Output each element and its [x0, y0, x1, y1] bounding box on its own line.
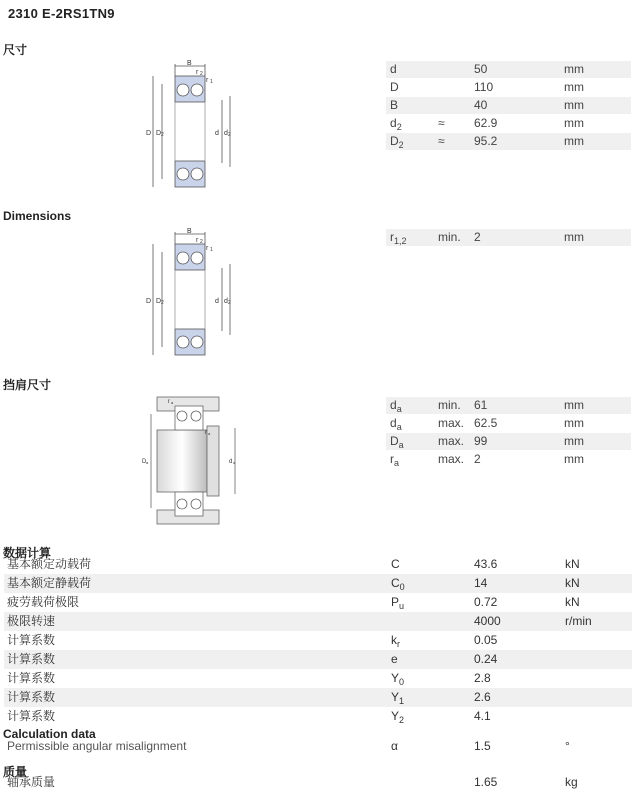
table-row: 计算系数 $k_r$ 0.05	[7, 633, 498, 649]
table-row: 计算系数 $Y_0$ 2.8	[7, 671, 491, 687]
label-d2: d	[224, 130, 228, 137]
page-title: 2310 E-2RS1TN9	[8, 6, 115, 21]
svg-text:a: a	[233, 460, 236, 465]
label-D2: D	[156, 130, 162, 137]
svg-text:d: d	[224, 298, 228, 305]
table-row: Permissible angular misalignment α 1.5 °	[7, 739, 570, 753]
label-Da: D	[142, 459, 147, 465]
table-row: 基本额定动载荷 C 43.6 kN	[7, 557, 580, 571]
table-row: $r_{1,2}$ min. 2 mm	[386, 229, 631, 247]
section-calc-en: Calculation data	[3, 727, 96, 741]
label-ra: r	[168, 399, 170, 405]
svg-text:2: 2	[200, 239, 203, 245]
svg-text:a: a	[146, 460, 149, 465]
table-row: $d_a$ min. 61 mm	[386, 397, 631, 415]
svg-text:r: r	[206, 245, 209, 252]
svg-text:2: 2	[228, 300, 231, 306]
table-row: $r_a$ max. 2 mm	[386, 451, 631, 469]
table-row: $d_a$ max. 62.5 mm	[386, 415, 631, 433]
label-D: D	[146, 130, 152, 137]
misalignment-table	[4, 737, 632, 756]
svg-text:D: D	[146, 298, 152, 305]
abutment-diagram	[135, 392, 245, 532]
table-row: B 40 mm	[386, 97, 631, 115]
table-row: 极限转速 4000 r/min	[4, 612, 632, 631]
svg-text:2: 2	[200, 71, 203, 77]
section-dimensions-en: Dimensions	[3, 209, 72, 223]
svg-text:2: 2	[161, 300, 164, 306]
table-row: D 110 mm	[386, 79, 631, 97]
mass-table	[4, 773, 632, 792]
svg-text:2: 2	[228, 132, 231, 138]
bearing-dimensions-diagram	[140, 56, 240, 196]
table-row: 轴承质量 1.65 kg	[7, 775, 578, 789]
label-r2: r	[196, 69, 199, 76]
section-abutment-cn: 挡肩尺寸	[3, 378, 52, 392]
dimensions-table	[386, 61, 631, 151]
section-mass-cn: 质量	[3, 765, 28, 779]
section-dimensions-cn: 尺寸	[3, 43, 28, 57]
bearing-dimensions-diagram-2	[140, 224, 240, 364]
calculation-table	[4, 555, 632, 726]
svg-text:D: D	[156, 298, 162, 305]
abutment-table	[386, 397, 631, 469]
table-row: 计算系数 e 0.24	[4, 650, 632, 669]
table-row: $D_a$ max. 99 mm	[386, 433, 631, 451]
table-row: 计算系数 $Y_2$ 4.1	[7, 709, 491, 725]
table-row: 基本额定静载荷 $C_0$ 14 kN	[4, 574, 632, 593]
table-row: d 50 mm	[386, 61, 631, 79]
svg-text:r: r	[196, 237, 199, 244]
label-da: d	[229, 459, 233, 465]
svg-text:a: a	[208, 431, 211, 436]
table-row: $D_2$ ≈ 95.2 mm	[386, 133, 631, 151]
table-row: 计算系数 $Y_1$ 2.6	[4, 688, 632, 707]
svg-text:B: B	[187, 228, 192, 235]
svg-text:2: 2	[161, 132, 164, 138]
svg-text:r: r	[205, 430, 207, 436]
table-row: 疲劳载荷极限 $P_u$ 0.72 kN	[7, 595, 580, 611]
table-row: $d_2$ ≈ 62.9 mm	[386, 115, 631, 133]
svg-text:1: 1	[210, 79, 213, 85]
label-d: d	[215, 130, 219, 137]
label-r1: r	[206, 77, 209, 84]
svg-text:d: d	[215, 298, 219, 305]
section-calc-cn: 数据计算	[3, 546, 52, 560]
label-B: B	[187, 60, 192, 67]
svg-text:1: 1	[210, 247, 213, 253]
svg-text:a: a	[171, 400, 174, 405]
fillet-table	[386, 229, 631, 247]
